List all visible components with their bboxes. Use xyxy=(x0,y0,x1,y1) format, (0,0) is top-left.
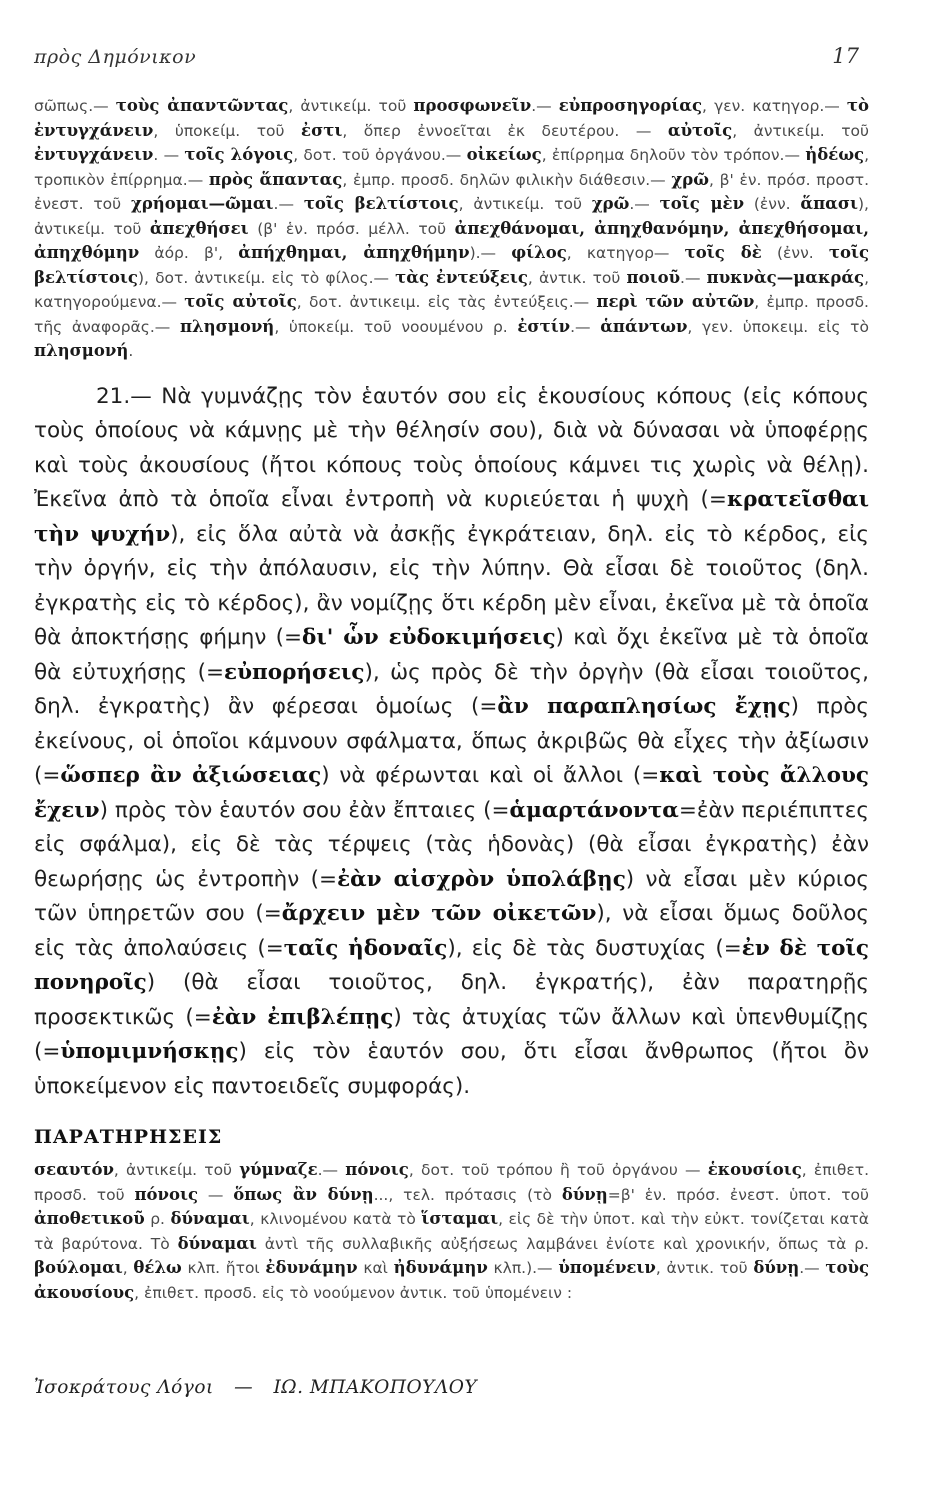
running-head: πρὸς Δημόνικον xyxy=(34,46,197,68)
glosses-text: σῶπως.— τοὺς ἀπαντῶντας, ἀντικείμ. τοῦ προσφωνεῖν.— εὐπροσηγορίας, γεν. κατηγορ.— τὸ ἐντυγχάνειν, ὑποκείμ. τοῦ ἐστι, ὅπερ ἐννοεῖται ἐκ δευτέρου. — αὐτοῖς, ἀντικείμ. τοῦ ἐντυγχάνειν. — τοῖς λόγοις, δοτ. τοῦ ὀργάνου.— οἰκείως, ἐπίρρημα δηλοῦν τὸν τρόπον.— ἡδέως, τροπικὸν ἐπίρρημα.— πρὸς ἅπαντας, ἐμπρ. προσδ. δηλῶν φιλικὴν διάθεσιν.— χρῶ, β' ἑν. πρόσ. προστ. ἐνεστ. τοῦ χρήομαι—ῶμαι.— τοῖς βελτίστοις, ἀντικείμ. τοῦ χρῶ.— τοῖς μὲν (ἐνν. ἅπασι), ἀντικείμ. τοῦ ἀπεχθήσει (β' ἑν. πρόσ. μέλλ. τοῦ ἀπεχθάνομαι, ἀπηχθανόμην, ἀπεχθήσομαι, ἀπηχθόμην ἀόρ. β', ἀπήχθημαι, ἀπηχθήμην).— φίλος, κατηγορ— τοῖς δὲ (ἐνν. τοῖς βελτίστοις), δοτ. ἀντικείμ. εἰς τὸ φίλος.— τὰς ἐντεύξεις, ἀντικ. τοῦ ποιοῦ.— πυκνὰς—μακράς, κατηγορούμενα.— τοῖς αὐτοῖς, δοτ. ἀντικειμ. εἰς τὰς ἐντεύξεις.— περὶ τῶν αὐτῶν, ἐμπρ. προσδ. τῆς ἀναφορᾶς.— πλησμονή, ὑποκείμ. τοῦ νοουμένου ρ. ἐστίν.— ἁπάντων, γεν. ὑποκειμ. εἰς τὸ πλησμονή. xyxy=(34,96,870,360)
page-header xyxy=(34,44,869,86)
page-footer xyxy=(34,1377,477,1398)
paragraph-21 xyxy=(34,380,869,1105)
footer-dash: — xyxy=(234,1377,254,1398)
footer-publisher: ΙΩ. ΜΠΑΚΟΠΟΥΛΟΥ xyxy=(273,1377,478,1398)
footer-series: Ἰσοκράτους Λόγοι xyxy=(34,1377,214,1398)
paragraph-21-text: 21.— Νὰ γυμνάζῃς τὸν ἑαυτόν σου εἰς ἑκουσίους κόπους (εἰς κόπους τοὺς ὁποίους νὰ κάμνῃς μὲ τὴν θέλησίν σου), διὰ νὰ δύνασαι νὰ ὑποφέρῃς καὶ τοὺς ἀκουσίους (ἤτοι κόπους τοὺς ὁποίους κάμνει τις χωρὶς νὰ θέλῃ). Ἐκεῖνα ἀπὸ τὰ ὁποῖα εἶναι ἐντροπὴ νὰ κυριεύεται ἡ ψυχὴ (=κρατεῖσθαι τὴν ψυχήν), εἰς ὅλα αὐτὰ νὰ ἀσκῇς ἐγκράτειαν, δηλ. εἰς τὸ κέρδος, εἰς τὴν ὀργήν, εἰς τὴν ἀπόλαυσιν, εἰς τὴν λύπην. Θὰ εἶσαι δὲ τοιοῦτος (δηλ. ἐγκρατὴς εἰς τὸ κέρδος), ἂν νομίζῃς ὅτι κέρδη μὲν εἶναι, ἐκεῖνα μὲ τὰ ὁποῖα θὰ ἀποκτήσῃς φήμην (=δι' ὧν εὐδοκιμήσεις) καὶ ὄχι ἐκεῖνα μὲ τὰ ὁποῖα θὰ εὐτυχήσῃς (=εὐπορήσεις), ὡς πρὸς δὲ τὴν ὀργὴν (θὰ εἶσαι τοιοῦτος, δηλ. ἐγκρατὴς) ἂν φέρεσαι ὁμοίως (=ἂν παραπλησίως ἔχῃς) πρὸς ἐκείνους, οἱ ὁποῖοι κάμνουν σφάλματα, ὅπως ἀκριβῶς θὰ εἶχες τὴν ἀξίωσιν (=ὥσπερ ἂν ἀξιώσειας) νὰ φέρωνται καὶ οἱ ἄλλοι (=καὶ τοὺς ἄλλους ἔχειν) πρὸς τὸν ἑαυτόν σου ἐὰν ἔπταιες (=ἁμαρτάνοντα=ἐὰν περιέπιπτες εἰς σφάλμα), εἰς δὲ τὰς τέρψεις (τὰς ἡδονὰς) (θὰ εἶσαι ἐγκρατὴς) ἐὰν θεωρήσῃς ὡς ἐντροπὴν (=ἐὰν αἰσχρὸν ὑπολάβῃς) νὰ εἶσαι μὲν κύριος τῶν ὑπηρετῶν σου (=ἄρχειν μὲν τῶν οἰκετῶν), νὰ εἶσαι ὅμως δοῦλος εἰς τὰς ἀπολαύσεις (=ταῖς ἡδοναῖς), εἰς δὲ τὰς δυστυχίας (=ἐν δὲ τοῖς πονηροῖς) (θὰ εἶσαι τοιοῦτος, δηλ. ἐγκρατής), ἐὰν παρατηρῇς προσεκτικῶς (=ἐὰν ἐπιβλέπῃς) τὰς ἀτυχίας τῶν ἄλλων καὶ ὑπενθυμίζῃς (=ὑπομιμνήσκῃς) εἰς τὸν ἑαυτόν σου, ὅτι εἶσαι ἄνθρωπος (ἤτοι ὂν ὑποκείμενον εἰς παντοειδεῖς συμφοράς). xyxy=(34,383,870,1099)
page-number: 17 xyxy=(832,44,859,68)
remarks-text: σεαυτόν, ἀντικείμ. τοῦ γύμναζε.— πόνοις, δοτ. τοῦ τρόπου ἢ τοῦ ὀργάνου — ἑκουσίοις, ἐπιθετ. προσδ. τοῦ πόνοις — ὅπως ἂν δύνῃ..., τελ. πρότασις (τὸ δύνῃ=β' ἑν. πρόσ. ἐνεστ. ὑποτ. τοῦ ἀποθετικοῦ ρ. δύναμαι, κλινομένου κατὰ τὸ ἵσταμαι, εἰς δὲ τὴν ὑποτ. καὶ τὴν εὐκτ. τονίζεται κατὰ τὰ βαρύτονα. Τὸ δύναμαι ἀντὶ τῆς συλλαβικῆς αὐξήσεως λαμβάνει ἐνίοτε καὶ χρονικήν, ὅπως τὰ ρ. βούλομαι, θέλω κλπ. ἤτοι ἐδυνάμην καὶ ἠδυνάμην κλπ.).— ὑπομένειν, ἀντικ. τοῦ δύνῃ.— τοὺς ἀκουσίους, ἐπιθετ. προσδ. εἰς τὸ νοούμενον ἀντικ. τοῦ ὑπομένειν : xyxy=(34,1160,870,1302)
remarks-block xyxy=(34,1158,869,1305)
glosses-block xyxy=(34,94,869,364)
remarks-heading: ΠΑΡΑΤΗΡΗΣΕΙΣ xyxy=(34,1126,223,1148)
